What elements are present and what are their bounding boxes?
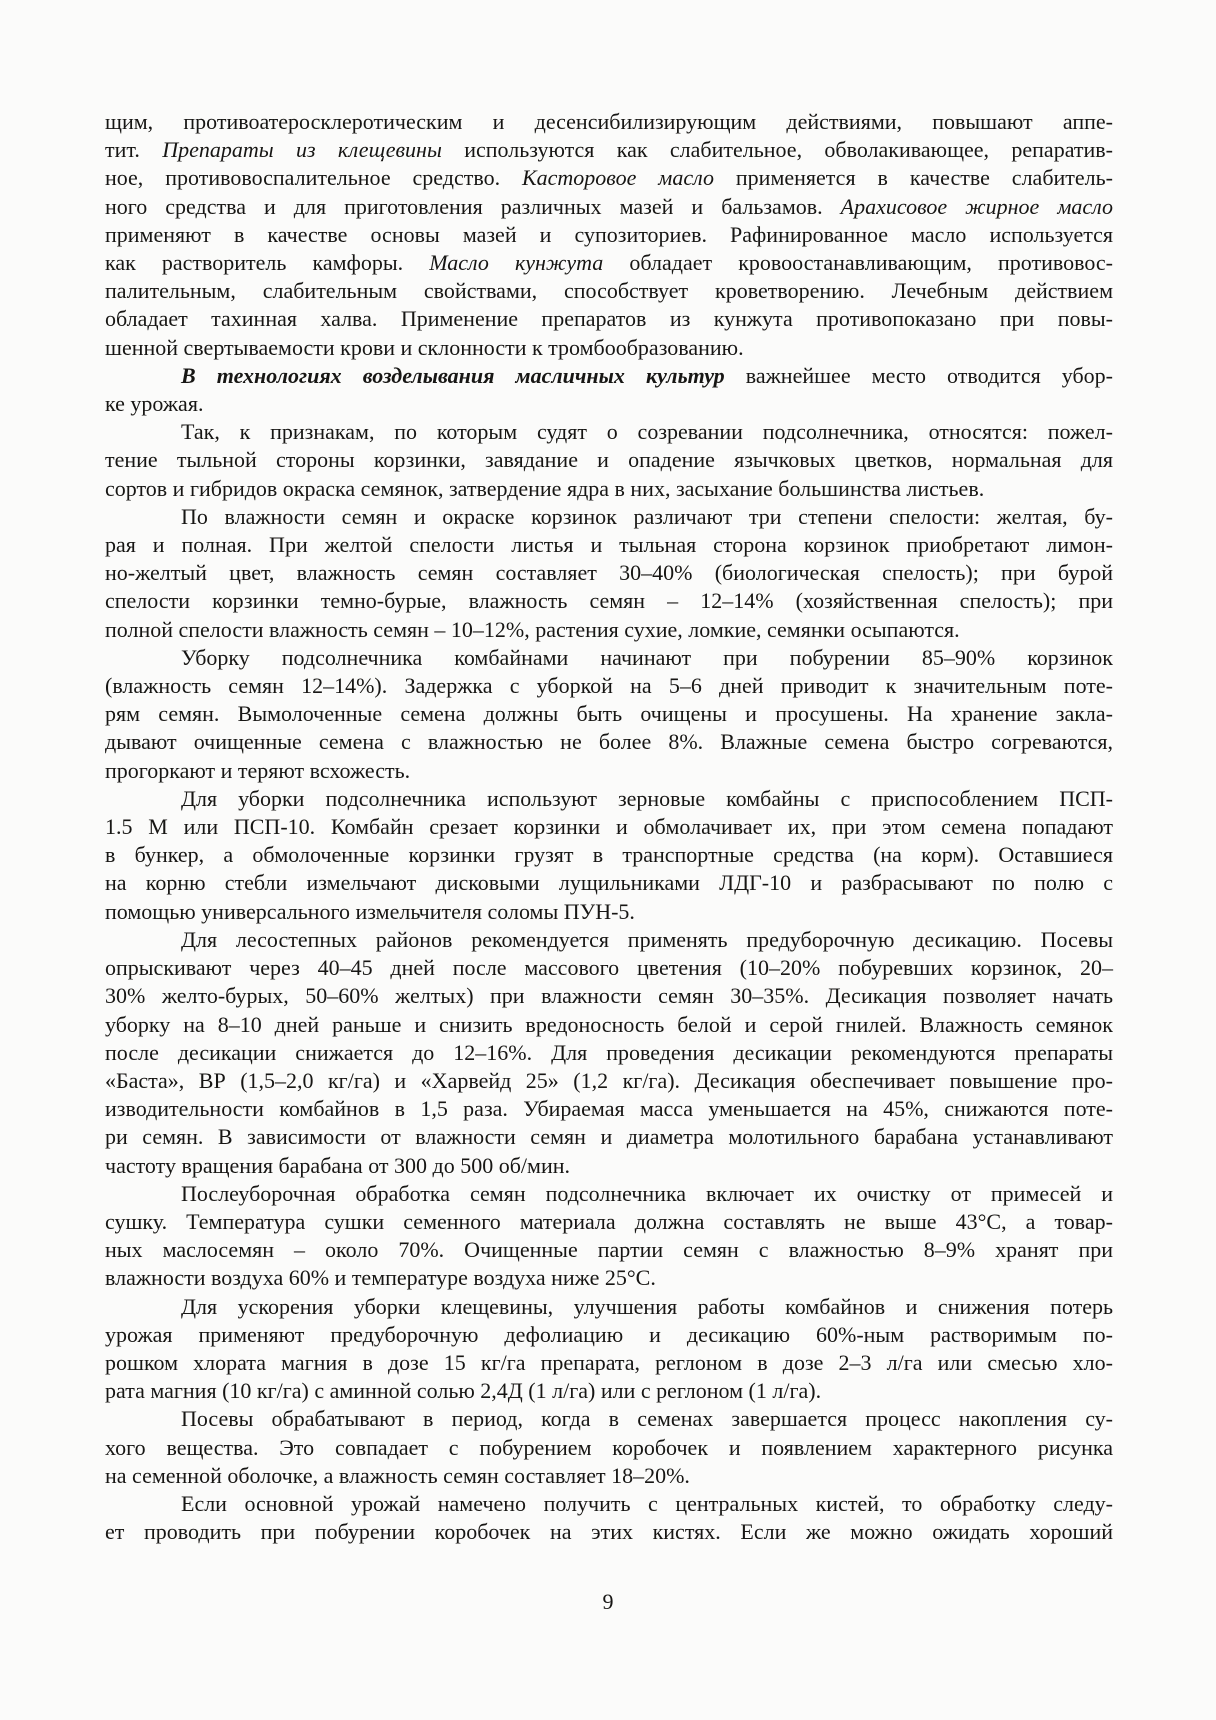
text-run: урожая применяют предуборочную дефолиацию и десикацию 60%-ным растворимым по- [105,1321,1113,1347]
italic-text: Препараты из клещевины [162,137,442,163]
text-run: Уборку подсолнечника комбайнами начинают при побурении 85–90% корзинок [181,644,1113,670]
bold-italic-text: В технологиях возделывания масличных культур [181,362,725,388]
paragraph [105,108,1113,362]
text-line [105,136,1113,164]
text-run: на корню стебли измельчают дисковыми лущильниками ЛДГ-10 и разбрасывают по полю с [105,870,1113,896]
text-run: как растворитель камфоры. [105,250,430,276]
text-line [105,531,1113,559]
text-run: рая и полная. При желтой спелости листья и тыльная сторона корзинок приобретают лимон- [105,532,1113,558]
text-line [105,813,1113,841]
text-run: ное, противовоспалительное средство. [105,165,523,191]
text-line [105,193,1113,221]
text-run: спелости корзинки темно-бурые, влажность семян – 12–14% (хозяйственная спелость); при [105,588,1113,614]
text-run: 30% желто-бурых, 50–60% желтых) при влажности семян 30–35%. Десикация позволяет начать [105,983,1113,1009]
paragraph [105,926,1113,1180]
text-line [105,249,1113,277]
italic-text: Касторовое масло [522,165,714,191]
text-run: По влажности семян и окраске корзинок различают три степени спелости: желтая, бу- [181,503,1113,529]
text-run: важнейшее место отводится убор- [724,362,1113,388]
text-line [105,1462,1113,1490]
text-run: применяют в качестве основы мазей и супозиториев. Рафинированное масло используется [105,221,1113,247]
text-run: Если основной урожай намечено получить с центральных кистей, то обработку следу- [181,1490,1113,1516]
text-run: обладает тахинная халва. Применение препаратов из кунжута противопоказано при повы- [105,306,1113,332]
text-line [105,1095,1113,1123]
text-line [105,164,1113,192]
text-line [105,587,1113,615]
text-line [105,334,1113,362]
text-run: Для ускорения уборки клещевины, улучшения работы комбайнов и снижения потерь [181,1293,1113,1319]
text-line [105,503,1113,531]
text-line [105,644,1113,672]
text-run: Послеуборочная обработка семян подсолнечника включает их очистку от примесей и [181,1180,1113,1206]
text-body [105,108,1113,1546]
text-run: (влажность семян 12–14%). Задержка с уборкой на 5–6 дней приводит к значительным поте- [105,673,1113,699]
text-run: применяется в качестве слабитель- [713,165,1113,191]
text-run: ных маслосемян – около 70%. Очищенные партии семян с влажностью 8–9% хранят при [105,1237,1113,1263]
text-run: рям семян. Вымолоченные семена должны быть очищены и просушены. На хранение закла- [105,701,1113,727]
text-line [105,785,1113,813]
paragraph [105,785,1113,926]
text-line [105,1236,1113,1264]
text-line [105,108,1113,136]
text-run: прогоркают и теряют всхожесть. [105,757,411,783]
text-line [105,1264,1113,1292]
text-run: тение тыльной стороны корзинки, завядание и опадение язычковых цветков, нормальная для [105,447,1113,473]
paragraph [105,1293,1113,1406]
text-run: хого вещества. Это совпадает с побурением коробочек и появлением характерного рисунка [105,1434,1113,1460]
text-line [105,418,1113,446]
text-run: палительным, слабительным свойствами, способствует кроветворению. Лечебным действием [105,278,1113,304]
italic-text: Масло кунжута [429,250,604,276]
text-line [105,305,1113,333]
text-run: рата магния (10 кг/га) с аминной солью 2,4Д (1 л/га) или с реглоном (1 л/га). [105,1378,822,1404]
text-line [105,757,1113,785]
text-line [105,982,1113,1010]
text-run: ке урожая. [105,391,204,417]
text-run: частоту вращения барабана от 300 до 500 об/мин. [105,1152,570,1178]
text-run: изводительности комбайнов в 1,5 раза. Убираемая масса уменьшается на 45%, снижаются поте- [105,1096,1113,1122]
text-line [105,1321,1113,1349]
text-line [105,898,1113,926]
text-line [105,1123,1113,1151]
text-line [105,1208,1113,1236]
text-line [105,1405,1113,1433]
text-line [105,1518,1113,1546]
text-run: после десикации снижается до 12–16%. Для проведения десикации рекомендуются препараты [105,1039,1113,1065]
text-line [105,1377,1113,1405]
text-run: ри семян. В зависимости от влажности семян и диаметра молотильного барабана устанавливают [105,1124,1113,1150]
text-line [105,475,1113,503]
text-line [105,1349,1113,1377]
text-run: ного средства и для приготовления различных мазей и бальзамов. [105,193,841,219]
text-line [105,1067,1113,1095]
paragraph [105,418,1113,503]
paragraph [105,503,1113,644]
text-line [105,277,1113,305]
paragraph [105,1180,1113,1293]
text-run: рошком хлората магния в дозе 15 кг/га препарата, реглоном в дозе 2–3 л/га или смесью хло- [105,1349,1113,1375]
text-line [105,1180,1113,1208]
text-run: 1.5 М или ПСП-10. Комбайн срезает корзинки и обмолачивает их, при этом семена попадают [105,814,1113,840]
text-run: Для уборки подсолнечника используют зерновые комбайны с приспособлением ПСП- [181,785,1113,811]
text-line [105,1293,1113,1321]
text-run: Для лесостепных районов рекомендуется применять предуборочную десикацию. Посевы [181,926,1113,952]
text-line [105,559,1113,587]
text-line [105,1152,1113,1180]
text-run: помощью универсального измельчителя соломы ПУН-5. [105,898,635,924]
text-run: на семенной оболочке, а влажность семян составляет 18–20%. [105,1462,690,1488]
text-line [105,841,1113,869]
paragraph [105,362,1113,418]
text-line [105,926,1113,954]
text-run: полной спелости влажность семян – 10–12%, растения сухие, ломкие, семянки осыпаются. [105,616,960,642]
italic-text: Арахисовое жирное масло [840,193,1113,219]
text-line [105,672,1113,700]
text-line [105,869,1113,897]
text-run: Посевы обрабатывают в период, когда в семенах завершается процесс накопления су- [181,1406,1113,1432]
text-line [105,1039,1113,1067]
text-line [105,446,1113,474]
text-run: уборку на 8–10 дней раньше и снизить вредоносность белой и серой гнилей. Влажность семянок [105,1011,1113,1037]
text-run: «Баста», ВР (1,5–2,0 кг/га) и «Харвейд 25» (1,2 кг/га). Десикация обеспечивает повышение про- [105,1067,1113,1093]
text-run: используются как слабительное, обволакивающее, репаратив- [441,137,1113,163]
paragraph [105,644,1113,785]
text-run: дывают очищенные семена с влажностью не более 8%. Влажные семена быстро согреваются, [105,729,1113,755]
text-line [105,1490,1113,1518]
paragraph [105,1490,1113,1546]
text-run: влажности воздуха 60% и температуре воздуха ниже 25°С. [105,1265,656,1291]
text-line [105,221,1113,249]
text-run: обладает кровоостанавливающим, противовос- [603,250,1114,276]
text-run: но-желтый цвет, влажность семян составляет 30–40% (биологическая спелость); при бурой [105,560,1113,586]
text-run: Так, к признакам, по которым судят о созревании подсолнечника, относятся: пожел- [181,419,1113,445]
paragraph [105,1405,1113,1490]
text-run: в бункер, а обмолоченные корзинки грузят в транспортные средства (на корм). Оставшиеся [105,842,1113,868]
text-run: тит. [105,137,163,163]
text-run: сушку. Температура сушки семенного материала должна составлять не выше 43°С, а товар- [105,1208,1113,1234]
text-run: опрыскивают через 40–45 дней после массового цветения (10–20% побуревших корзинок, 20– [105,955,1113,981]
page-number: 9 [602,1589,614,1614]
text-line [105,954,1113,982]
text-line [105,700,1113,728]
text-line [105,616,1113,644]
text-run: шенной свертываемости крови и склонности к тромбообразованию. [105,334,744,360]
text-run: ет проводить при побурении коробочек на этих кистях. Если же можно ожидать хороший [105,1519,1113,1545]
text-line [105,362,1113,390]
text-line [105,390,1113,418]
text-line [105,1434,1113,1462]
text-run: сортов и гибридов окраска семянок, затвердение ядра в них, засыхание большинства листьев. [105,475,985,501]
text-run: щим, противоатеросклеротическим и десенсибилизирующим действиями, повышают аппе- [105,109,1113,134]
text-line [105,1011,1113,1039]
text-line [105,728,1113,756]
